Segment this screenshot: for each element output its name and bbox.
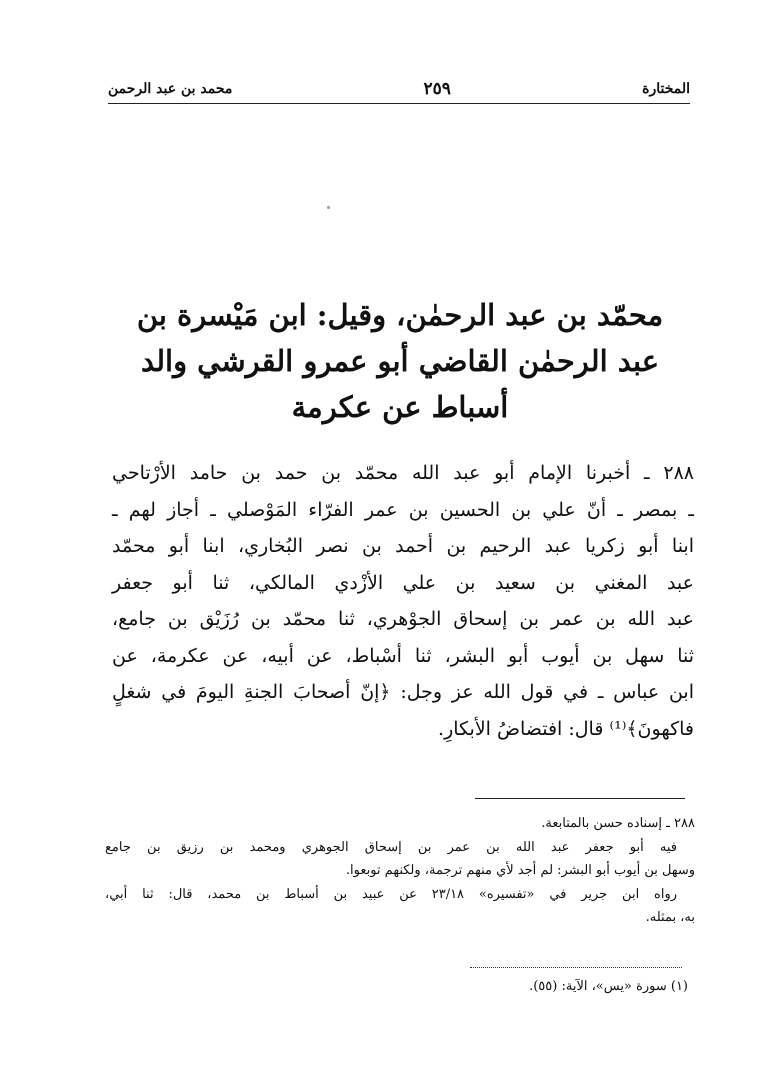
book-title: المختارة [642, 81, 690, 97]
page-number: ٢٥٩ [423, 79, 451, 99]
text-line: ثنا سهل بن أيوب أبو البشر، ثنا أسْباط، عن أبيه، عن عكرمة، عن [112, 644, 694, 667]
text-line: عبد المغني بن سعيد بن علي الأزْدي المالكي، ثنا أبو جعفر [112, 571, 694, 594]
note-line: به، بمثله. [645, 910, 695, 925]
text-line: عبد الله بن عمر بن إسحاق الجوْهري، ثنا محمّد بن رُزَيْق بن جامع، [112, 608, 694, 630]
note-line: رواه ابن جرير في «تفسيره» ٢٣/١٨ عن عبيد بن أسباط بن محمد، قال: ثنا أبي، [105, 886, 678, 902]
text-line: فاكهونَ﴾⁽¹⁾ قال: افتضاضُ الأبكارِ. [438, 717, 694, 740]
title-line: عبد الرحمٰن القاضي أبو عمرو القرشي والد [140, 344, 660, 378]
note-line: ٢٨٨ ـ إسناده حسن بالمتابعة. [541, 816, 695, 831]
text-line: ابن عباس ـ في قول الله عز وجل: ﴿إنّ أصحابَ الجنةِ اليومَ في شغلٍ [112, 681, 694, 703]
chapter-title [120, 292, 680, 430]
running-head [108, 74, 690, 104]
title-line: محمّد بن عبد الرحمٰن، وقيل: ابن مَيْسرة بن [136, 298, 664, 332]
header-rule [108, 103, 690, 104]
title-line: أسباط عن عكرمة [291, 390, 509, 424]
text-line: ابنا أبو زكريا عبد الرحيم بن أحمد بن نصر البُخاري، ابنا أبو محمّد [112, 535, 694, 557]
section-name: محمد بن عبد الرحمن [108, 81, 233, 97]
footnote-separator [470, 967, 682, 968]
hadith-text [112, 455, 694, 747]
commentary-notes [105, 812, 695, 930]
note-line: وسهل بن أيوب أبو البشر: لم أجد لأي منهم ترجمة، ولكنهم توبعوا. [345, 863, 695, 878]
notes-separator [475, 798, 685, 799]
text-line: ٢٨٨ ـ أخبرنا الإمام أبو عبد الله محمّد بن حمد بن حامد الأرْتاحي [112, 462, 694, 484]
footnote: (١) سورة «يس»، الآية: (٥٥). [529, 979, 688, 994]
note-line: فيه أبو جعفر عبد الله بن عمر بن إسحاق الجوهري ومحمد بن رزيق بن جامع [105, 839, 677, 855]
text-line: ـ بمصر ـ أنّ علي بن الحسين بن عمر الفرّاء المَوْصلي ـ أجاز لهم ـ [112, 498, 694, 521]
dot-mark [327, 206, 330, 209]
